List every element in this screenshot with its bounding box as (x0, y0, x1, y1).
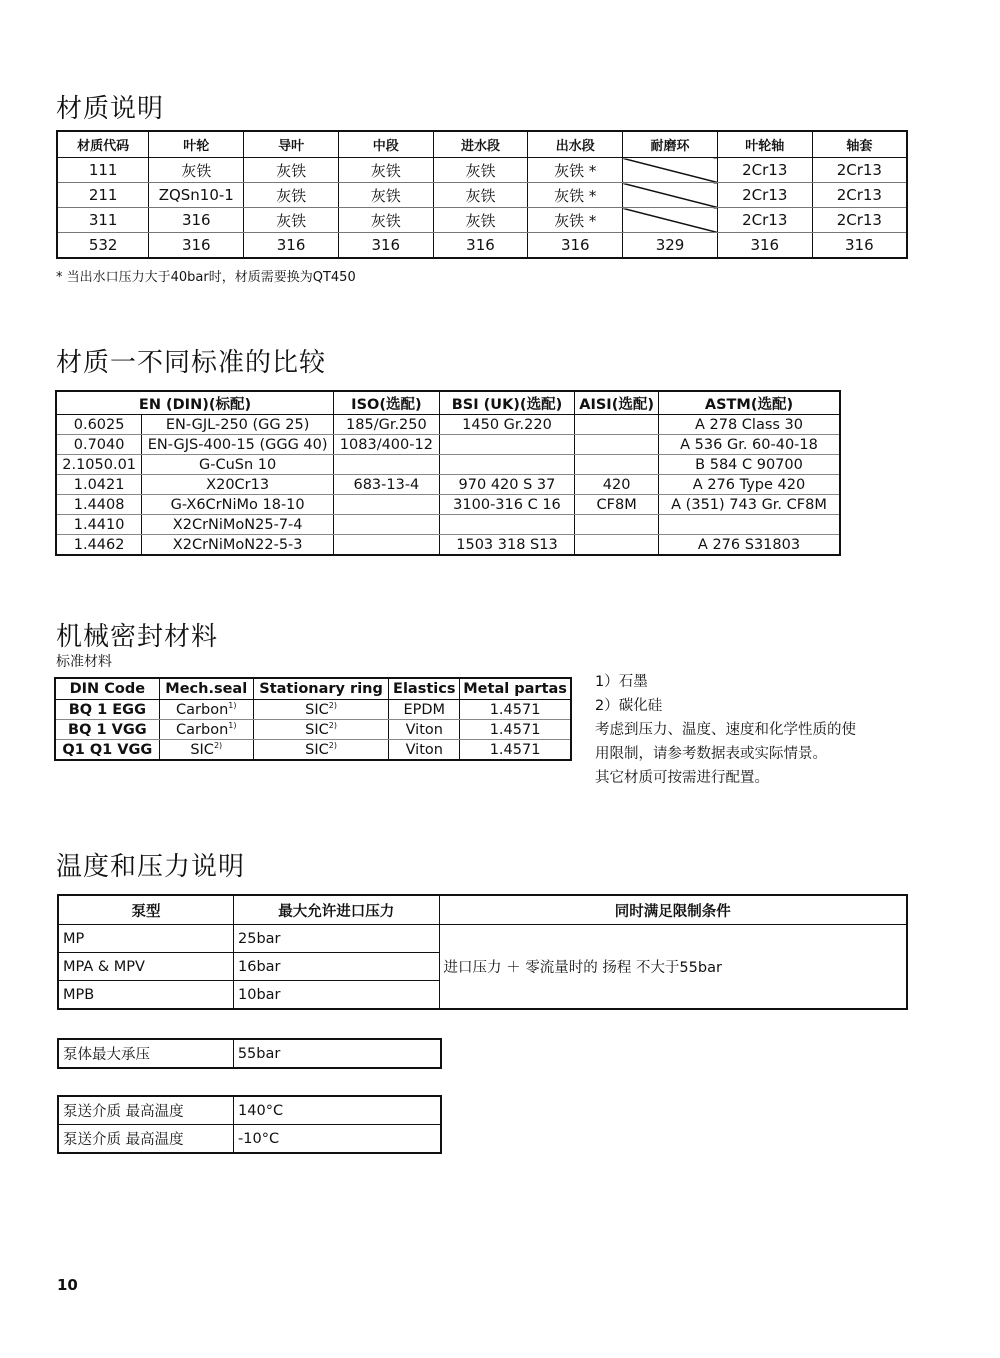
note-line: 1）石墨 (595, 674, 648, 690)
table-cell: ZQSn10-1 (149, 183, 244, 208)
table-cell: 111 (57, 158, 149, 183)
table-cell: EPDM (389, 700, 460, 720)
header-cell: 叶轮 (149, 131, 244, 158)
table-cell: 683-13-4 (334, 475, 440, 495)
standards-table (55, 390, 841, 556)
table-header-row (55, 678, 571, 700)
table-cell: 211 (57, 183, 149, 208)
header-cell: ASTM(选配) (659, 391, 840, 415)
table-cell: X20Cr13 (142, 475, 334, 495)
materials-footnote: * 当出水口压力大于40bar时，材质需要换为QT450 (56, 270, 356, 285)
table-cell (575, 435, 659, 455)
seal-notes (595, 670, 856, 790)
table-cell: 316 (338, 233, 433, 259)
table-cell: MPB (58, 981, 234, 1010)
cell-text: SIC (190, 741, 214, 758)
table-cell: 55bar (233, 1039, 441, 1068)
footnote-mark: 1) (228, 721, 237, 731)
table-cell (159, 740, 253, 761)
table-cell: 2Cr13 (717, 183, 812, 208)
note-line: 用限制，请参考数据表或实际情景。 (595, 746, 827, 762)
table-cell: 316 (528, 233, 623, 259)
table-row (57, 208, 907, 233)
table-cell: 1.4571 (460, 720, 571, 740)
table-cell: 532 (57, 233, 149, 259)
table-cell (253, 700, 389, 720)
casing-pressure-table (57, 1038, 442, 1069)
table-cell (659, 515, 840, 535)
table-cell: -10°C (234, 1125, 441, 1154)
table-cell (575, 535, 659, 556)
table-cell: 0.7040 (56, 435, 142, 455)
table-cell: 泵送介质 最高温度 (58, 1125, 234, 1154)
cell-text: Carbon (176, 701, 229, 718)
table-cell (253, 740, 389, 761)
header-cell: DIN Code (55, 678, 159, 700)
materials-title: 材质说明 (56, 94, 165, 124)
header-cell: 中段 (338, 131, 433, 158)
table-cell: 泵送介质 最高温度 (58, 1096, 234, 1125)
header-cell: 最大允许进口压力 (234, 895, 440, 925)
table-row (56, 535, 840, 556)
table-cell: 灰铁 * (528, 208, 623, 233)
table-cell (439, 455, 574, 475)
table-cell: 185/Gr.250 (334, 415, 440, 435)
cell-text: SIC (305, 701, 329, 718)
table-cell: 316 (244, 233, 339, 259)
table-cell: 灰铁 (433, 208, 528, 233)
table-cell (253, 720, 389, 740)
table-cell: 灰铁 (244, 208, 339, 233)
table-cell: 0.6025 (56, 415, 142, 435)
table-cell: A 276 Type 420 (659, 475, 840, 495)
table-row (58, 1125, 441, 1154)
table-cell: 1503 318 S13 (439, 535, 574, 556)
seal-title: 机械密封材料 (56, 622, 219, 652)
header-cell: Stationary ring (253, 678, 389, 700)
table-row (57, 158, 907, 183)
table-cell: 25bar (234, 925, 440, 953)
note-line: 2）碳化硅 (595, 698, 663, 714)
table-cell: A 536 Gr. 60-40-18 (659, 435, 840, 455)
table-cell: Viton (389, 740, 460, 761)
table-cell: MPA & MPV (58, 953, 234, 981)
table-row (55, 720, 571, 740)
table-cell: 1.4571 (460, 740, 571, 761)
table-row (55, 700, 571, 720)
footnote-mark: 2) (213, 741, 223, 751)
header-cell: 导叶 (244, 131, 339, 158)
table-cell: 16bar (234, 953, 440, 981)
table-cell: 灰铁 (244, 158, 339, 183)
cell-text: SIC (305, 741, 329, 758)
table-cell: EN-GJL-250 (GG 25) (142, 415, 334, 435)
table-cell: 329 (623, 233, 718, 259)
table-cell: Q1 Q1 VGG (55, 740, 159, 761)
table-cell: 316 (433, 233, 528, 259)
empty-diagonal-cell (623, 208, 718, 233)
empty-diagonal-cell (623, 183, 718, 208)
table-cell: 2Cr13 (717, 158, 812, 183)
seal-subtitle: 标准材料 (56, 654, 112, 670)
table-row (56, 475, 840, 495)
table-cell: 灰铁 (338, 183, 433, 208)
header-cell: 叶轮轴 (717, 131, 812, 158)
header-cell: 材质代码 (57, 131, 149, 158)
table-cell: 1.4410 (56, 515, 142, 535)
table-cell: 1.4462 (56, 535, 142, 556)
footnote-mark: 2) (328, 721, 337, 731)
header-cell: Metal partas (460, 678, 571, 700)
header-cell: BSI (UK)(选配) (439, 391, 574, 415)
table-cell: A 276 S31803 (659, 535, 840, 556)
header-cell: 同时满足限制条件 (439, 895, 907, 925)
table-row (58, 925, 907, 953)
table-header-row (58, 895, 907, 925)
table-cell (575, 415, 659, 435)
temperature-table (57, 1095, 442, 1154)
table-cell: 316 (149, 208, 244, 233)
table-cell (334, 515, 440, 535)
page-number: 10 (57, 1276, 78, 1294)
table-row (56, 435, 840, 455)
table-cell: 1083/400-12 (334, 435, 440, 455)
table-cell: Viton (389, 720, 460, 740)
cell-text: SIC (305, 721, 329, 738)
table-cell (439, 435, 574, 455)
seal-table (54, 677, 572, 761)
table-cell: G-X6CrNiMo 18-10 (142, 495, 334, 515)
table-cell: G-CuSn 10 (142, 455, 334, 475)
table-header-row (56, 391, 840, 415)
table-row (58, 1039, 441, 1068)
footnote-mark: 1) (228, 701, 237, 711)
table-row (56, 415, 840, 435)
note-line: 考虑到压力、温度、速度和化学性质的使 (595, 722, 856, 738)
table-cell: 2Cr13 (812, 208, 907, 233)
table-cell: 2Cr13 (812, 158, 907, 183)
table-cell: 3100-316 C 16 (439, 495, 574, 515)
table-cell: 灰铁 * (528, 158, 623, 183)
table-cell: 140°C (234, 1096, 441, 1125)
standards-title: 材质一不同标准的比较 (56, 348, 327, 378)
footnote-mark: 2) (328, 701, 337, 711)
header-cell: 出水段 (528, 131, 623, 158)
table-cell (159, 700, 253, 720)
table-cell: 灰铁 (338, 208, 433, 233)
table-cell: 灰铁 (338, 158, 433, 183)
table-cell: 1450 Gr.220 (439, 415, 574, 435)
header-cell: 泵型 (58, 895, 234, 925)
table-cell: B 584 C 90700 (659, 455, 840, 475)
footnote-mark: 2) (328, 741, 337, 751)
table-cell (439, 515, 574, 535)
table-cell: 1.4571 (460, 700, 571, 720)
table-row (56, 515, 840, 535)
table-cell: 1.0421 (56, 475, 142, 495)
table-cell: BQ 1 EGG (55, 700, 159, 720)
table-cell (159, 720, 253, 740)
table-cell: 420 (575, 475, 659, 495)
table-cell: 2.1050.01 (56, 455, 142, 475)
empty-diagonal-cell (623, 158, 718, 183)
table-header-row (57, 131, 907, 158)
note-line: 其它材质可按需进行配置。 (595, 770, 769, 786)
table-cell: 泵体最大承压 (58, 1039, 233, 1068)
table-cell: 311 (57, 208, 149, 233)
header-cell: 耐磨环 (623, 131, 718, 158)
table-row (58, 1096, 441, 1125)
table-cell: X2CrNiMoN22-5-3 (142, 535, 334, 556)
table-cell (334, 495, 440, 515)
pressure-table (57, 894, 908, 1010)
table-cell: 10bar (234, 981, 440, 1010)
header-cell: Elastics (389, 678, 460, 700)
table-cell: A (351) 743 Gr. CF8M (659, 495, 840, 515)
table-cell: 灰铁 * (528, 183, 623, 208)
table-cell: 2Cr13 (812, 183, 907, 208)
header-cell: AISI(选配) (575, 391, 659, 415)
table-row (55, 740, 571, 761)
table-cell: A 278 Class 30 (659, 415, 840, 435)
table-cell: 灰铁 (433, 158, 528, 183)
table-cell: CF8M (575, 495, 659, 515)
table-cell: 1.4408 (56, 495, 142, 515)
table-row (57, 233, 907, 259)
table-cell (575, 515, 659, 535)
temp-title: 温度和压力说明 (56, 852, 246, 882)
header-cell: 进水段 (433, 131, 528, 158)
cell-text: Carbon (176, 721, 229, 738)
table-cell (334, 455, 440, 475)
table-row (57, 183, 907, 208)
materials-table (56, 130, 908, 259)
header-cell: 轴套 (812, 131, 907, 158)
table-cell: 灰铁 (149, 158, 244, 183)
table-cell: MP (58, 925, 234, 953)
table-row (56, 495, 840, 515)
header-cell: ISO(选配) (334, 391, 440, 415)
table-cell: 316 (717, 233, 812, 259)
header-cell: Mech.seal (159, 678, 253, 700)
table-cell: 2Cr13 (717, 208, 812, 233)
table-cell: 316 (812, 233, 907, 259)
condition-cell: 进口压力 ＋ 零流量时的 扬程 不大于55bar (439, 925, 907, 1010)
table-cell: BQ 1 VGG (55, 720, 159, 740)
table-cell (575, 455, 659, 475)
table-cell: X2CrNiMoN25-7-4 (142, 515, 334, 535)
table-cell: 316 (149, 233, 244, 259)
table-row (56, 455, 840, 475)
table-cell: 灰铁 (244, 183, 339, 208)
table-cell: 灰铁 (433, 183, 528, 208)
table-cell: 970 420 S 37 (439, 475, 574, 495)
table-cell (334, 535, 440, 556)
header-cell: EN (DIN)(标配) (56, 391, 334, 415)
table-cell: EN-GJS-400-15 (GGG 40) (142, 435, 334, 455)
